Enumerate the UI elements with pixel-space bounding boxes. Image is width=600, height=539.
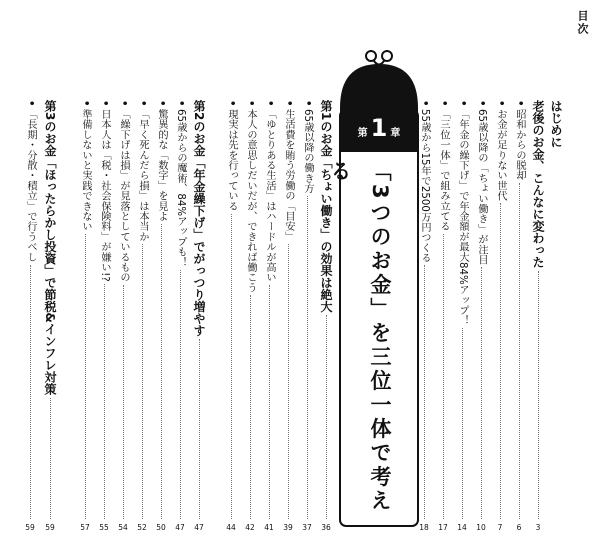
entry-text: 65歳からの魔術、84%アップも！ [175, 108, 186, 267]
page-number: 41 [264, 523, 274, 532]
toc-entry[interactable] [242, 100, 258, 532]
page-number: 10 [476, 523, 486, 532]
entry-text: 65歳以降の働き方 [302, 108, 313, 193]
entry-text: 日本人は「税・社会保険料」が嫌い!? [99, 108, 110, 282]
entry-text: 「ゆとりある生活」はハードルが高い [264, 108, 275, 282]
page-number: 54 [118, 523, 128, 532]
bullet-icon: • [514, 100, 525, 107]
dot-leader [500, 203, 501, 519]
dot-leader [443, 234, 444, 519]
intro-section[interactable] [530, 100, 546, 532]
bullet-icon: • [438, 100, 449, 107]
entry-text: 昭和からの脱却 [514, 108, 525, 180]
bullet-icon: • [476, 100, 487, 107]
page-number: 55 [99, 523, 109, 532]
bullet-icon: • [283, 100, 294, 107]
page-number: 50 [156, 523, 166, 532]
toc-section[interactable] [42, 100, 58, 532]
dot-leader [326, 315, 327, 519]
toc-section[interactable] [318, 100, 334, 532]
page-number: 14 [457, 523, 467, 532]
dot-leader [199, 339, 200, 519]
section-title: 第3のお金「ほったらかし投資」で節税&インフレ対策 [43, 100, 57, 395]
toc-entry[interactable] [511, 100, 527, 532]
toc-entry[interactable] [261, 100, 277, 532]
dot-leader [250, 295, 251, 519]
dot-leader [538, 271, 539, 519]
entry-text: 生活費を賄う労働の「目安」 [283, 108, 294, 242]
toc-entry[interactable] [96, 100, 112, 532]
toc-entry[interactable] [435, 100, 451, 532]
page-number: 47 [175, 523, 185, 532]
section-title: 第2のお金「年金繰下げ」でがっつり増やす [192, 100, 206, 337]
entry-text: お金が足りない世代 [495, 108, 506, 201]
dot-leader [85, 234, 86, 519]
dot-leader [123, 285, 124, 519]
chapter-label-pre: 第 [357, 128, 368, 139]
bullet-icon: • [495, 100, 506, 107]
dot-leader [288, 244, 289, 519]
bullet-icon: • [457, 100, 468, 107]
toc-entry[interactable] [22, 100, 38, 532]
toc-entry[interactable] [492, 100, 508, 532]
dot-leader [231, 214, 232, 519]
dot-leader [462, 328, 463, 519]
page-number: 59 [25, 523, 35, 532]
dot-leader [307, 196, 308, 519]
intro-heading-text: はじめに [549, 100, 563, 148]
toc-entry[interactable] [454, 100, 470, 532]
entry-text: 「三位一体」で組み立てる [438, 108, 449, 231]
entry-text: 「年金の繰下げ」で年金額が最大84%アップ！ [457, 108, 468, 325]
page-number: 57 [80, 523, 90, 532]
toc-entry[interactable] [280, 100, 296, 532]
toc-entry[interactable] [115, 100, 131, 532]
toc-entry[interactable] [77, 100, 93, 532]
page-number: 42 [245, 523, 255, 532]
page-number: 47 [194, 523, 204, 532]
chapter-1-box[interactable] [328, 48, 420, 528]
bullet-icon: • [80, 100, 91, 107]
entry-text: 65歳以降の「ちょい働き」が注目 [476, 108, 487, 265]
page-number: 37 [302, 523, 312, 532]
dot-leader [50, 398, 51, 519]
intro-section-title: 老後のお金、こんなに変わった [531, 100, 545, 268]
bullet-icon: • [245, 100, 256, 107]
page-number: 59 [45, 523, 55, 532]
dot-leader [519, 183, 520, 519]
bullet-icon: • [175, 100, 186, 107]
toc-entry[interactable] [223, 100, 239, 532]
bullet-icon: • [302, 100, 313, 107]
page-label-toc: 目次 [576, 10, 589, 36]
toc-section[interactable] [191, 100, 207, 532]
entry-text: 現実は先を行っている [226, 108, 237, 211]
toc-entry[interactable] [299, 100, 315, 532]
chapter-title: 「3つのお金」を三位一体で考える [328, 160, 392, 514]
dot-leader [269, 285, 270, 519]
entry-text: 本人の意思しだいだが、できれば働こう [245, 108, 256, 293]
bullet-icon: • [156, 100, 167, 107]
dot-leader [424, 265, 425, 519]
page-number: 39 [283, 523, 293, 532]
entry-text: 「長期・分散・積立」で行うべし [25, 108, 36, 262]
dot-leader [481, 267, 482, 519]
page-number: 36 [321, 523, 331, 532]
page-number: 52 [137, 523, 147, 532]
entry-text: 驚異的な「数字」を見よ [156, 108, 167, 221]
toc-entry[interactable] [153, 100, 169, 532]
toc-entry[interactable] [473, 100, 489, 532]
toc-entry[interactable] [172, 100, 188, 532]
bullet-icon: • [25, 100, 36, 107]
bullet-icon: • [264, 100, 275, 107]
chapter-number-value: 1 [370, 114, 388, 142]
chapter-label-post: 章 [390, 128, 401, 139]
bullet-icon: • [137, 100, 148, 107]
dot-leader [142, 244, 143, 519]
page-number: 17 [438, 523, 448, 532]
entry-text: 「繰下げは損」が見落としているもの [118, 108, 129, 282]
bullet-icon: • [226, 100, 237, 107]
section-title: 第1のお金「ちょい働き」の効果は絶大 [319, 100, 333, 313]
entry-text: 「早く死んだら損」は本当か [137, 108, 148, 242]
dot-leader [30, 265, 31, 519]
intro-heading[interactable] [548, 100, 564, 532]
page-number: 6 [516, 523, 522, 532]
toc-entry[interactable] [134, 100, 150, 532]
entry-text: 準備しないと実践できない [80, 108, 91, 231]
bullet-icon: • [118, 100, 129, 107]
entry-text: 55歳から15年で2500万円つくる [419, 108, 430, 263]
bullet-icon: • [99, 100, 110, 107]
page-number: 18 [419, 523, 429, 532]
page-number: 3 [535, 523, 541, 532]
bullet-icon: • [419, 100, 430, 107]
page-number: 44 [226, 523, 236, 532]
chapter-number [338, 114, 420, 142]
dot-leader [180, 270, 181, 519]
dot-leader [161, 224, 162, 519]
page-number: 7 [497, 523, 503, 532]
dot-leader [104, 284, 105, 519]
